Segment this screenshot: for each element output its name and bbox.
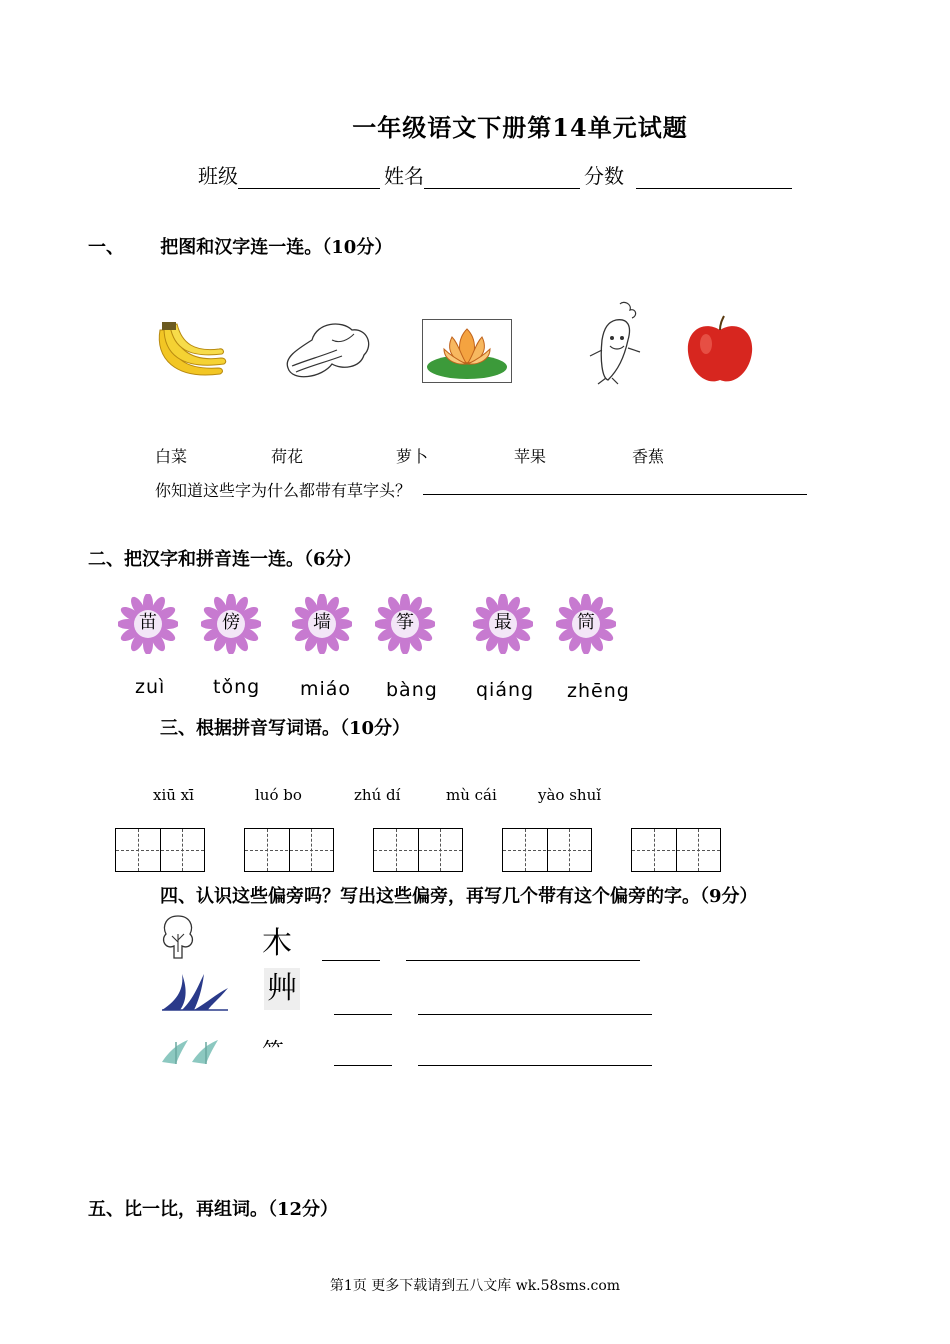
flower-character-5 — [473, 594, 533, 654]
word-pingguo: 苹果 — [514, 447, 547, 466]
word-luobo: 萝卜 — [396, 447, 429, 466]
radical-words-2[interactable] — [418, 1014, 652, 1015]
section2-heading: 二、把汉字和拼音连一连。（6分） — [88, 549, 362, 570]
flower-character-6 — [556, 594, 616, 654]
section3-pinyin-1: xiū xī — [153, 786, 194, 804]
radical-glyph-zhu: ⺮ — [262, 1039, 285, 1064]
writing-grid-1[interactable] — [115, 828, 205, 872]
section3-pinyin-5: yào shuǐ — [538, 786, 602, 804]
word-hehua: 荷花 — [271, 447, 304, 466]
flower-char-label: 苗 — [139, 612, 157, 633]
name-field[interactable] — [424, 164, 580, 189]
flower-char-label: 墙 — [313, 612, 331, 633]
flower-character-1 — [118, 594, 178, 654]
section4-heading: 四、认识这些偏旁吗？写出这些偏旁，再写几个带有这个偏旁的字。（9分） — [160, 886, 758, 907]
pinyin-qiang: qiáng — [476, 679, 535, 701]
cabbage-image — [282, 320, 374, 382]
radical-answer-2[interactable] — [334, 1014, 392, 1015]
apple-image — [684, 314, 756, 386]
grass-icon — [158, 970, 230, 1012]
flower-char-label: 傍 — [222, 612, 240, 633]
lotus-image — [422, 319, 512, 383]
radical-glyph-mu: 木 — [262, 926, 292, 961]
writing-grid-4[interactable] — [502, 828, 592, 872]
class-label: 班级 — [198, 164, 238, 188]
section1-answer-line[interactable] — [423, 494, 807, 495]
flower-character-3 — [292, 594, 352, 654]
pinyin-miao: miáo — [300, 678, 352, 700]
section3-pinyin-4: mù cái — [446, 786, 497, 804]
section3-pinyin-3: zhú dí — [354, 786, 401, 804]
banana-image — [150, 318, 230, 388]
student-info — [198, 160, 796, 189]
flower-character-2 — [201, 594, 261, 654]
class-field[interactable] — [238, 164, 380, 189]
flower-char-label: 最 — [494, 612, 512, 633]
section1-question: 你知道这些字为什么都带有草字头？ — [155, 481, 412, 500]
writing-grid-3[interactable] — [373, 828, 463, 872]
writing-grid-2[interactable] — [244, 828, 334, 872]
section5-heading: 五、比一比，再组词。（12分） — [88, 1199, 339, 1220]
score-label: 分数 — [584, 164, 624, 188]
radical-glyph-cao: 艸 — [264, 968, 300, 1010]
flower-char-label: 筝 — [396, 612, 414, 633]
flower-char-label: 筒 — [577, 612, 595, 633]
pinyin-bang: bàng — [386, 679, 438, 701]
pinyin-zheng: zhēng — [567, 680, 630, 702]
section1-title: 把图和汉字连一连。（10分） — [160, 237, 393, 258]
page-title: 一年级语文下册第14单元试题 — [352, 113, 688, 142]
section3-pinyin-2: luó bo — [255, 786, 302, 804]
section3-heading: 三、根据拼音写词语。（10分） — [160, 718, 411, 739]
radical-words-1[interactable] — [406, 960, 640, 961]
page-footer: 第1页 更多下载请到五八文库 wk.58sms.com — [329, 1278, 621, 1294]
tree-icon — [158, 912, 198, 960]
writing-grid-5[interactable] — [631, 828, 721, 872]
word-xiangjiao: 香蕉 — [632, 447, 665, 466]
section1-heading — [88, 233, 392, 259]
flower-character-4 — [375, 594, 435, 654]
radical-answer-3[interactable] — [334, 1065, 392, 1066]
pinyin-zui: zuì — [135, 676, 166, 698]
radical-answer-1[interactable] — [322, 960, 380, 961]
section1-number: 一、 — [88, 237, 124, 258]
bamboo-icon — [158, 1032, 222, 1066]
radical-words-3[interactable] — [418, 1065, 652, 1066]
name-label: 姓名 — [384, 164, 424, 188]
radish-image — [580, 300, 644, 386]
pinyin-tong: tǒng — [213, 676, 261, 698]
word-baicai: 白菜 — [155, 447, 188, 466]
score-field[interactable] — [636, 164, 792, 189]
